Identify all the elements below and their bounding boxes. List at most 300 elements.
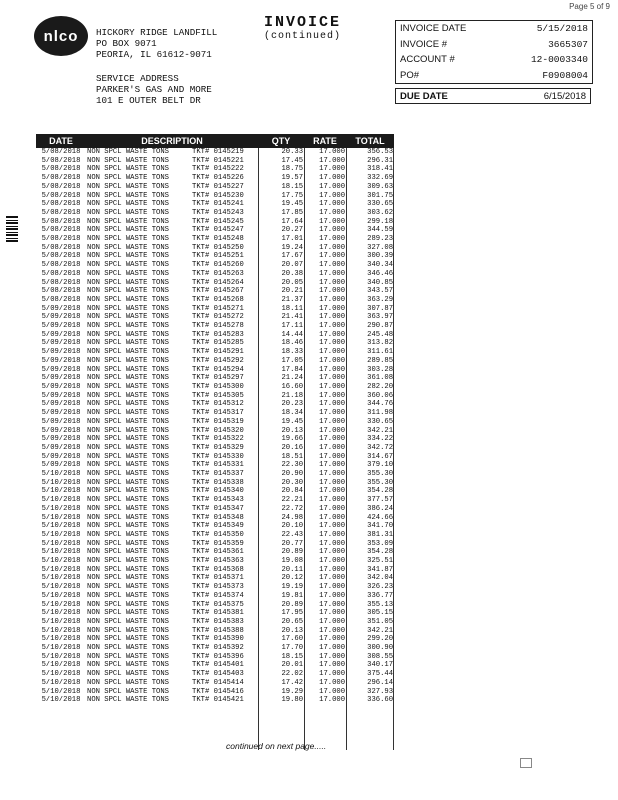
row-qty: 20.23 <box>281 400 304 409</box>
row-total: 341.87 <box>367 565 394 574</box>
row-description: NON SPCL WASTE TONS <box>87 626 169 635</box>
row-qty: 20.33 <box>281 148 304 156</box>
row-description: NON SPCL WASTE TONS <box>87 243 169 252</box>
row-rate: 17.000 <box>319 182 346 191</box>
row-qty: 17.45 <box>281 156 304 165</box>
row-ticket: TKT# 0145390 <box>192 635 244 644</box>
row-qty: 14.44 <box>281 330 304 339</box>
table-row <box>36 148 394 157</box>
row-total: 343.57 <box>367 287 394 296</box>
table-row <box>36 200 394 209</box>
row-description: NON SPCL WASTE TONS <box>87 461 169 470</box>
row-ticket: TKT# 0145317 <box>192 409 244 418</box>
row-rate: 17.000 <box>319 400 346 409</box>
table-row <box>36 305 394 314</box>
table-row <box>36 435 394 444</box>
row-rate: 17.000 <box>319 261 346 270</box>
row-rate: 17.000 <box>319 409 346 418</box>
po-number-row <box>396 68 592 84</box>
row-ticket: TKT# 0145320 <box>192 426 244 435</box>
row-ticket: TKT# 0145221 <box>192 156 244 165</box>
row-qty: 22.21 <box>281 496 304 505</box>
row-date: 5/10/2018 <box>41 678 81 687</box>
row-rate: 17.000 <box>319 365 346 374</box>
row-rate: 17.000 <box>319 208 346 217</box>
row-ticket: TKT# 0145416 <box>192 687 244 696</box>
row-rate: 17.000 <box>319 557 346 566</box>
row-rate: 17.000 <box>319 496 346 505</box>
row-total: 314.67 <box>367 452 394 461</box>
row-rate: 17.000 <box>319 652 346 661</box>
row-qty: 20.13 <box>281 626 304 635</box>
row-ticket: TKT# 0145349 <box>192 522 244 531</box>
row-qty: 19.24 <box>281 243 304 252</box>
row-total: 290.87 <box>367 322 394 331</box>
row-ticket: TKT# 0145348 <box>192 513 244 522</box>
row-date: 5/10/2018 <box>41 557 81 566</box>
table-row <box>36 496 394 505</box>
table-row <box>36 696 394 705</box>
row-description: NON SPCL WASTE TONS <box>87 348 169 357</box>
row-ticket: TKT# 0145371 <box>192 574 244 583</box>
row-date: 5/09/2018 <box>41 417 81 426</box>
row-description: NON SPCL WASTE TONS <box>87 269 169 278</box>
row-rate: 17.000 <box>319 313 346 322</box>
row-ticket: TKT# 0145421 <box>192 696 244 705</box>
row-ticket: TKT# 0145374 <box>192 591 244 600</box>
row-date: 5/09/2018 <box>41 426 81 435</box>
table-row <box>36 366 394 375</box>
row-description: NON SPCL WASTE TONS <box>87 409 169 418</box>
row-date: 5/10/2018 <box>41 583 81 592</box>
row-total: 326.23 <box>367 583 394 592</box>
row-qty: 20.77 <box>281 539 304 548</box>
column-divider <box>304 148 305 750</box>
row-date: 5/08/2018 <box>41 217 81 226</box>
table-row <box>36 165 394 174</box>
row-total: 340.17 <box>367 661 394 670</box>
company-logo: nlco <box>34 16 88 56</box>
row-qty: 17.70 <box>281 644 304 653</box>
row-ticket: TKT# 0145260 <box>192 261 244 270</box>
row-total: 355.30 <box>367 478 394 487</box>
row-description: NON SPCL WASTE TONS <box>87 191 169 200</box>
row-date: 5/09/2018 <box>41 348 81 357</box>
header-qty: QTY <box>258 134 304 148</box>
row-ticket: TKT# 0145291 <box>192 348 244 357</box>
table-row <box>36 461 394 470</box>
row-rate: 17.000 <box>319 548 346 557</box>
row-rate: 17.000 <box>319 330 346 339</box>
due-date-value: 6/15/2018 <box>543 90 586 102</box>
row-description: NON SPCL WASTE TONS <box>87 182 169 191</box>
row-total: 346.46 <box>367 269 394 278</box>
row-rate: 17.000 <box>319 678 346 687</box>
row-rate: 17.000 <box>319 452 346 461</box>
row-rate: 17.000 <box>319 670 346 679</box>
row-qty: 24.98 <box>281 513 304 522</box>
row-date: 5/08/2018 <box>41 261 81 270</box>
row-date: 5/09/2018 <box>41 330 81 339</box>
row-ticket: TKT# 0145343 <box>192 496 244 505</box>
row-rate: 17.000 <box>319 426 346 435</box>
row-ticket: TKT# 0145363 <box>192 557 244 566</box>
table-row <box>36 661 394 670</box>
row-total: 386.24 <box>367 504 394 513</box>
row-total: 342.04 <box>367 574 394 583</box>
row-description: NON SPCL WASTE TONS <box>87 661 169 670</box>
invoice-number-value: 3665307 <box>548 38 588 50</box>
table-row <box>36 453 394 462</box>
row-date: 5/08/2018 <box>41 295 81 304</box>
row-ticket: TKT# 0145322 <box>192 435 244 444</box>
row-total: 363.97 <box>367 313 394 322</box>
row-rate: 17.000 <box>319 504 346 513</box>
invoice-number-label: INVOICE # <box>400 38 447 50</box>
table-body <box>36 148 394 705</box>
table-row <box>36 400 394 409</box>
table-row <box>36 261 394 270</box>
invoice-info-box <box>395 20 593 84</box>
column-divider <box>346 148 347 750</box>
row-qty: 16.60 <box>281 382 304 391</box>
row-total: 424.66 <box>367 513 394 522</box>
row-date: 5/10/2018 <box>41 661 81 670</box>
row-ticket: TKT# 0145294 <box>192 365 244 374</box>
row-date: 5/10/2018 <box>41 487 81 496</box>
row-total: 351.05 <box>367 617 394 626</box>
row-date: 5/10/2018 <box>41 644 81 653</box>
row-rate: 17.000 <box>319 295 346 304</box>
row-qty: 19.45 <box>281 200 304 209</box>
row-ticket: TKT# 0145392 <box>192 644 244 653</box>
row-total: 327.93 <box>367 687 394 696</box>
row-qty: 18.11 <box>281 304 304 313</box>
table-row <box>36 514 394 523</box>
row-date: 5/10/2018 <box>41 548 81 557</box>
table-row <box>36 357 394 366</box>
continued-note: continued on next page..... <box>226 741 327 751</box>
column-divider <box>258 148 259 750</box>
row-ticket: TKT# 0145222 <box>192 165 244 174</box>
row-ticket: TKT# 0145312 <box>192 400 244 409</box>
row-description: NON SPCL WASTE TONS <box>87 426 169 435</box>
row-qty: 19.19 <box>281 583 304 592</box>
row-total: 307.87 <box>367 304 394 313</box>
due-date-label: DUE DATE <box>400 90 448 102</box>
row-rate: 17.000 <box>319 574 346 583</box>
row-qty: 20.89 <box>281 600 304 609</box>
table-row <box>36 522 394 531</box>
row-qty: 20.13 <box>281 426 304 435</box>
row-total: 377.57 <box>367 496 394 505</box>
row-ticket: TKT# 0145300 <box>192 382 244 391</box>
row-description: NON SPCL WASTE TONS <box>87 391 169 400</box>
row-qty: 19.57 <box>281 174 304 183</box>
row-description: NON SPCL WASTE TONS <box>87 295 169 304</box>
row-date: 5/08/2018 <box>41 208 81 217</box>
row-qty: 18.15 <box>281 652 304 661</box>
row-date: 5/10/2018 <box>41 574 81 583</box>
row-qty: 22.30 <box>281 461 304 470</box>
row-total: 299.18 <box>367 217 394 226</box>
row-total: 289.23 <box>367 235 394 244</box>
row-date: 5/10/2018 <box>41 635 81 644</box>
row-qty: 17.85 <box>281 208 304 217</box>
row-ticket: TKT# 0145251 <box>192 252 244 261</box>
row-date: 5/08/2018 <box>41 278 81 287</box>
row-total: 356.53 <box>367 148 394 156</box>
row-rate: 17.000 <box>319 287 346 296</box>
row-description: NON SPCL WASTE TONS <box>87 452 169 461</box>
row-total: 325.51 <box>367 557 394 566</box>
row-total: 336.60 <box>367 696 394 705</box>
row-date: 5/10/2018 <box>41 565 81 574</box>
row-qty: 18.51 <box>281 452 304 461</box>
row-ticket: TKT# 0145350 <box>192 530 244 539</box>
table-row <box>36 339 394 348</box>
row-ticket: TKT# 0145278 <box>192 322 244 331</box>
row-description: NON SPCL WASTE TONS <box>87 530 169 539</box>
row-rate: 17.000 <box>319 148 346 156</box>
row-description: NON SPCL WASTE TONS <box>87 287 169 296</box>
row-rate: 17.000 <box>319 539 346 548</box>
invoice-subtitle: (continued) <box>264 31 342 42</box>
row-rate: 17.000 <box>319 156 346 165</box>
row-rate: 17.000 <box>319 382 346 391</box>
row-qty: 19.08 <box>281 557 304 566</box>
table-row <box>36 505 394 514</box>
row-rate: 17.000 <box>319 513 346 522</box>
row-description: NON SPCL WASTE TONS <box>87 165 169 174</box>
row-total: 379.10 <box>367 461 394 470</box>
row-ticket: TKT# 0145347 <box>192 504 244 513</box>
row-qty: 22.02 <box>281 670 304 679</box>
row-total: 344.59 <box>367 226 394 235</box>
row-rate: 17.000 <box>319 304 346 313</box>
row-total: 342.72 <box>367 443 394 452</box>
sender-address-line2: PEORIA, IL 61612-9071 <box>96 48 212 60</box>
row-ticket: TKT# 0145248 <box>192 235 244 244</box>
row-total: 311.98 <box>367 409 394 418</box>
row-rate: 17.000 <box>319 609 346 618</box>
row-qty: 19.81 <box>281 591 304 600</box>
header-description: DESCRIPTION <box>86 134 258 148</box>
row-rate: 17.000 <box>319 461 346 470</box>
row-qty: 20.10 <box>281 522 304 531</box>
row-description: NON SPCL WASTE TONS <box>87 435 169 444</box>
table-row <box>36 270 394 279</box>
row-rate: 17.000 <box>319 252 346 261</box>
row-ticket: TKT# 0145241 <box>192 200 244 209</box>
row-description: NON SPCL WASTE TONS <box>87 548 169 557</box>
row-total: 301.75 <box>367 191 394 200</box>
row-rate: 17.000 <box>319 522 346 531</box>
row-rate: 17.000 <box>319 443 346 452</box>
row-rate: 17.000 <box>319 226 346 235</box>
row-total: 296.14 <box>367 678 394 687</box>
row-rate: 17.000 <box>319 278 346 287</box>
row-qty: 20.89 <box>281 548 304 557</box>
row-qty: 20.65 <box>281 617 304 626</box>
row-total: 360.06 <box>367 391 394 400</box>
row-date: 5/09/2018 <box>41 452 81 461</box>
row-date: 5/09/2018 <box>41 322 81 331</box>
table-row <box>36 601 394 610</box>
table-row <box>36 635 394 644</box>
invoice-title: INVOICE <box>264 14 342 31</box>
row-qty: 18.46 <box>281 339 304 348</box>
row-ticket: TKT# 0145375 <box>192 600 244 609</box>
row-total: 381.31 <box>367 530 394 539</box>
table-row <box>36 244 394 253</box>
row-total: 334.22 <box>367 435 394 444</box>
table-row <box>36 670 394 679</box>
row-total: 300.39 <box>367 252 394 261</box>
row-rate: 17.000 <box>319 391 346 400</box>
invoice-date-value: 5/15/2018 <box>536 23 588 34</box>
row-total: 342.21 <box>367 426 394 435</box>
row-qty: 17.84 <box>281 365 304 374</box>
row-description: NON SPCL WASTE TONS <box>87 235 169 244</box>
row-rate: 17.000 <box>319 591 346 600</box>
row-qty: 18.15 <box>281 182 304 191</box>
row-total: 363.29 <box>367 295 394 304</box>
table-row <box>36 444 394 453</box>
line-items-table <box>36 134 394 705</box>
row-total: 353.09 <box>367 539 394 548</box>
row-date: 5/10/2018 <box>41 670 81 679</box>
table-row <box>36 252 394 261</box>
invoice-date-row <box>396 21 592 37</box>
row-date: 5/09/2018 <box>41 409 81 418</box>
header-date: DATE <box>36 134 86 148</box>
row-date: 5/09/2018 <box>41 304 81 313</box>
table-row <box>36 592 394 601</box>
table-row <box>36 540 394 549</box>
table-row <box>36 618 394 627</box>
row-qty: 20.27 <box>281 226 304 235</box>
row-rate: 17.000 <box>319 435 346 444</box>
row-description: NON SPCL WASTE TONS <box>87 304 169 313</box>
row-rate: 17.000 <box>319 356 346 365</box>
table-header-row <box>36 134 394 148</box>
table-row <box>36 348 394 357</box>
table-row <box>36 583 394 592</box>
table-row <box>36 226 394 235</box>
row-qty: 19.45 <box>281 417 304 426</box>
row-rate: 17.000 <box>319 696 346 705</box>
row-qty: 20.90 <box>281 470 304 479</box>
row-description: NON SPCL WASTE TONS <box>87 522 169 531</box>
row-qty: 21.37 <box>281 295 304 304</box>
row-rate: 17.000 <box>319 583 346 592</box>
row-ticket: TKT# 0145401 <box>192 661 244 670</box>
row-rate: 17.000 <box>319 487 346 496</box>
row-description: NON SPCL WASTE TONS <box>87 330 169 339</box>
row-ticket: TKT# 0145381 <box>192 609 244 618</box>
row-description: NON SPCL WASTE TONS <box>87 400 169 409</box>
row-total: 340.85 <box>367 278 394 287</box>
row-total: 354.28 <box>367 548 394 557</box>
po-number-label: PO# <box>400 69 420 81</box>
table-row <box>36 392 394 401</box>
row-date: 5/10/2018 <box>41 504 81 513</box>
row-ticket: TKT# 0145396 <box>192 652 244 661</box>
row-description: NON SPCL WASTE TONS <box>87 635 169 644</box>
row-qty: 17.60 <box>281 635 304 644</box>
row-description: NON SPCL WASTE TONS <box>87 443 169 452</box>
row-date: 5/08/2018 <box>41 200 81 209</box>
row-description: NON SPCL WASTE TONS <box>87 208 169 217</box>
table-row <box>36 209 394 218</box>
row-date: 5/10/2018 <box>41 617 81 626</box>
row-total: 355.30 <box>367 470 394 479</box>
row-rate: 17.000 <box>319 565 346 574</box>
table-row <box>36 235 394 244</box>
page-indicator: Page 5 of 9 <box>569 2 610 11</box>
row-description: NON SPCL WASTE TONS <box>87 670 169 679</box>
row-date: 5/08/2018 <box>41 243 81 252</box>
row-description: NON SPCL WASTE TONS <box>87 365 169 374</box>
row-total: 342.21 <box>367 626 394 635</box>
row-date: 5/08/2018 <box>41 174 81 183</box>
table-row <box>36 531 394 540</box>
row-description: NON SPCL WASTE TONS <box>87 261 169 270</box>
row-ticket: TKT# 0145388 <box>192 626 244 635</box>
row-date: 5/10/2018 <box>41 600 81 609</box>
row-date: 5/10/2018 <box>41 522 81 531</box>
row-total: 296.31 <box>367 156 394 165</box>
account-number-label: ACCOUNT # <box>400 54 455 65</box>
account-number-value: 12-0003340 <box>530 54 588 65</box>
row-qty: 17.95 <box>281 609 304 618</box>
row-total: 289.85 <box>367 356 394 365</box>
row-description: NON SPCL WASTE TONS <box>87 148 169 156</box>
row-qty: 20.07 <box>281 261 304 270</box>
row-qty: 17.67 <box>281 252 304 261</box>
sender-address <box>96 28 217 60</box>
row-total: 299.20 <box>367 635 394 644</box>
row-date: 5/09/2018 <box>41 356 81 365</box>
row-ticket: TKT# 0145243 <box>192 208 244 217</box>
row-ticket: TKT# 0145230 <box>192 191 244 200</box>
row-qty: 19.80 <box>281 696 304 705</box>
row-total: 245.48 <box>367 330 394 339</box>
table-row <box>36 313 394 322</box>
header-rate: RATE <box>304 134 346 148</box>
row-description: NON SPCL WASTE TONS <box>87 565 169 574</box>
row-total: 355.13 <box>367 600 394 609</box>
table-row <box>36 174 394 183</box>
row-qty: 20.38 <box>281 269 304 278</box>
row-total: 330.65 <box>367 200 394 209</box>
row-description: NON SPCL WASTE TONS <box>87 487 169 496</box>
table-row <box>36 427 394 436</box>
table-row <box>36 557 394 566</box>
row-rate: 17.000 <box>319 470 346 479</box>
table-row <box>36 279 394 288</box>
row-date: 5/08/2018 <box>41 191 81 200</box>
table-row <box>36 418 394 427</box>
row-description: NON SPCL WASTE TONS <box>87 322 169 331</box>
row-total: 354.28 <box>367 487 394 496</box>
due-date-box <box>395 88 591 104</box>
row-date: 5/09/2018 <box>41 400 81 409</box>
row-total: 303.28 <box>367 365 394 374</box>
row-ticket: TKT# 0145283 <box>192 330 244 339</box>
table-row <box>36 157 394 166</box>
